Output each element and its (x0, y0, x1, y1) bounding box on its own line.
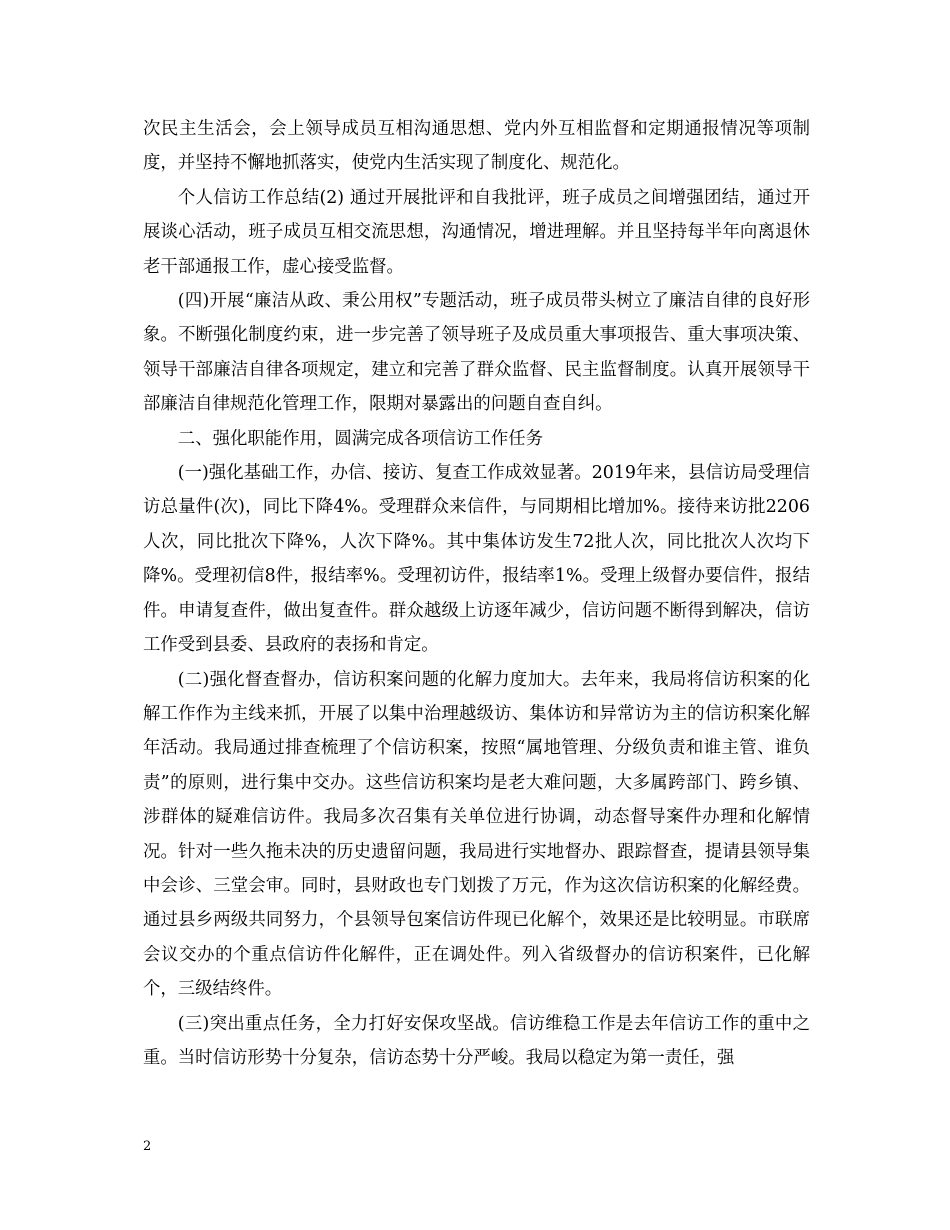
paragraph-3: (四)开展“廉洁从政、秉公用权”专题活动，班子成员带头树立了廉洁自律的良好形象。不断强化制度约束，进一步完善了领导班子及成员重大事项报告、重大事项决策、领导干部廉洁自律各项规定，建立和完善了群众监督、民主监督制度。认真开展领导干部廉洁自律规范化管理工作，限期对暴露出的问题自查自纠。 (143, 291, 810, 415)
paragraph-5: (一)强化基础工作，办信、接访、复查工作成效显著。2019年来，县信访局受理信访总量件(次)，同比下降4%。受理群众来信件，与同期相比增加%。接待来访批2206人次，同比批次下降%，人次下降%。其中集体访发生72批人次，同比批次人次均下降%。受理初信8件，报结率%。受理初访件，报结率1%。受理上级督办要信件，报结件。申请复查件，做出复查件。群众越级上访逐年减少，信访问题不断得到解决，信访工作受到县委、县政府的表扬和肯定。 (143, 463, 810, 656)
body-text (143, 112, 810, 1075)
paragraph-6: (二)强化督查督办，信访积案问题的化解力度加大。去年来，我局将信访积案的化解工作作为主线来抓，开展了以集中治理越级访、集体访和异常访为主的信访积案化解年活动。我局通过排查梳理了个信访积案，按照“属地管理、分级负责和谁主管、谁负责”的原则，进行集中交办。这些信访积案均是老大难问题，大多属跨部门、跨乡镇、涉群体的疑难信访件。我局多次召集有关单位进行协调，动态督导案件办理和化解情况。针对一些久拖未决的历史遗留问题，我局进行实地督办、跟踪督查，提请县领导集中会诊、三堂会审。同时，县财政也专门划拨了万元，作为这次信访积案的化解经费。通过县乡两级共同努力，个县领导包案信访件现已化解个，效果还是比较明显。市联席会议交办的个重点信访件化解件，正在调处件。列入省级督办的信访积案件，已化解个，三级结终件。 (143, 669, 810, 1000)
paragraph-7: (三)突出重点任务，全力打好安保攻坚战。信访维稳工作是去年信访工作的重中之重。当时信访形势十分复杂，信访态势十分严峻。我局以稳定为第一责任，强 (143, 1013, 810, 1068)
page-number: 2 (143, 1139, 152, 1154)
section-heading: 二、强化职能作用，圆满完成各项信访工作任务 (177, 428, 544, 449)
paragraph-2: 个人信访工作总结(2) 通过开展批评和自我批评，班子成员之间增强团结，通过开展谈心活动，班子成员互相交流思想，沟通情况，增进理解。并且坚持每半年向离退休老干部通报工作，虚心接受监督。 (143, 187, 810, 277)
paragraph-1: 次民主生活会，会上领导成员互相沟通思想、党内外互相监督和定期通报情况等项制度，并坚持不懈地抓落实，使党内生活实现了制度化、规范化。 (143, 119, 810, 174)
